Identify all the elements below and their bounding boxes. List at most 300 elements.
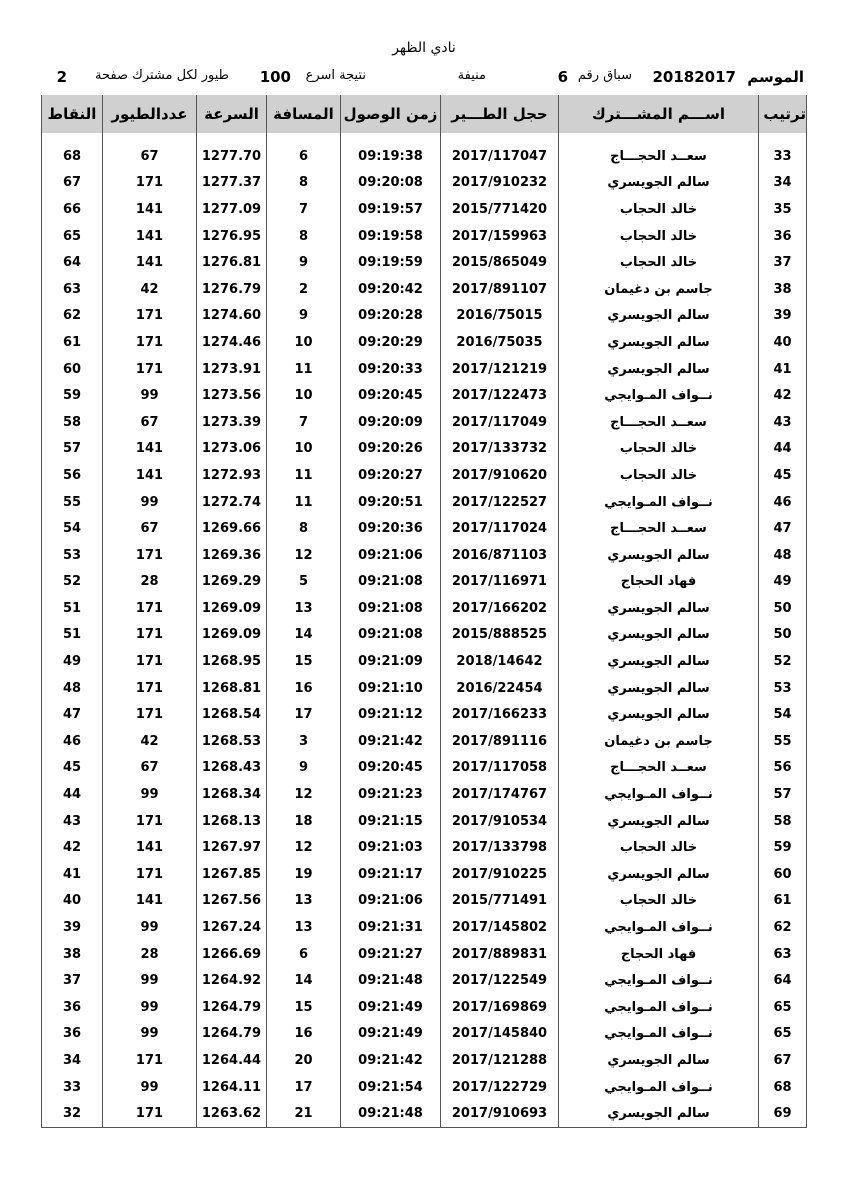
table-row [42,648,807,675]
cell-distance: 11 [267,489,341,516]
cell-distance: 8 [267,223,341,250]
cell-ring-number: 2017/117047 [441,143,559,170]
season-value: 20182017 [652,68,736,86]
table-row [42,861,807,888]
page-number: 2 [56,68,67,86]
cell-participant-name: سالم الجويسري [559,303,759,330]
cell-participant-name: سالم الجويسري [559,1100,759,1127]
cell-arrival-time: 09:20:45 [341,755,441,782]
cell-ring-number: 2017/121219 [441,356,559,383]
cell-points: 39 [42,914,103,941]
cell-participant-name: جاسم بن دغيمان [559,276,759,303]
cell-points: 37 [42,967,103,994]
cell-points: 58 [42,409,103,436]
table-row [42,170,807,197]
cell-ring-number: 2017/889831 [441,941,559,968]
cell-participant-name: نــواف المـوايجي [559,994,759,1021]
table-row [42,1100,807,1127]
cell-points: 46 [42,728,103,755]
table-row [42,143,807,170]
cell-rank: 36 [759,223,807,250]
cell-points: 52 [42,569,103,596]
col-header-arrival: زمن الوصول [341,95,441,133]
cell-rank: 37 [759,249,807,276]
cell-rank: 35 [759,196,807,223]
cell-arrival-time: 09:21:54 [341,1074,441,1101]
cell-participant-name: فهاد الحجاج [559,941,759,968]
cell-arrival-time: 09:21:48 [341,967,441,994]
cell-points: 63 [42,276,103,303]
cell-points: 36 [42,1021,103,1048]
cell-speed: 1264.79 [197,994,267,1021]
cell-rank: 65 [759,994,807,1021]
table-row [42,276,807,303]
cell-points: 65 [42,223,103,250]
cell-points: 51 [42,622,103,649]
cell-ring-number: 2017/117058 [441,755,559,782]
cell-rank: 60 [759,861,807,888]
cell-participant-name: نــواف المـوايجي [559,1021,759,1048]
cell-arrival-time: 09:20:08 [341,170,441,197]
cell-ring-number: 2015/771491 [441,888,559,915]
cell-arrival-time: 09:21:17 [341,861,441,888]
cell-ring-number: 2017/166202 [441,595,559,622]
col-header-speed: السرعة [197,95,267,133]
cell-distance: 8 [267,170,341,197]
cell-arrival-time: 09:21:09 [341,648,441,675]
cell-distance: 3 [267,728,341,755]
cell-speed: 1276.81 [197,249,267,276]
cell-arrival-time: 09:19:58 [341,223,441,250]
cell-rank: 55 [759,728,807,755]
cell-participant-name: نــواف المـوايجي [559,781,759,808]
cell-birds-count: 99 [103,914,197,941]
table-row [42,409,807,436]
cell-speed: 1272.93 [197,462,267,489]
col-header-rank: ترتيب [759,95,807,133]
cell-points: 40 [42,888,103,915]
cell-speed: 1277.70 [197,143,267,170]
cell-participant-name: سالم الجويسري [559,808,759,835]
cell-birds-count: 99 [103,382,197,409]
cell-birds-count: 141 [103,223,197,250]
cell-birds-count: 28 [103,941,197,968]
table-row [42,515,807,542]
cell-arrival-time: 09:21:27 [341,941,441,968]
cell-rank: 38 [759,276,807,303]
cell-ring-number: 2017/910534 [441,808,559,835]
cell-points: 68 [42,143,103,170]
cell-participant-name: نــواف المـوايجي [559,1074,759,1101]
cell-distance: 15 [267,648,341,675]
cell-points: 49 [42,648,103,675]
cell-speed: 1269.66 [197,515,267,542]
cell-speed: 1264.11 [197,1074,267,1101]
cell-rank: 50 [759,622,807,649]
cell-ring-number: 2016/75035 [441,329,559,356]
cell-speed: 1274.46 [197,329,267,356]
cell-rank: 67 [759,1047,807,1074]
cell-points: 67 [42,170,103,197]
table-row [42,329,807,356]
cell-ring-number: 2015/771420 [441,196,559,223]
result-label: نتيجة اسرع [305,68,366,83]
cell-speed: 1264.92 [197,967,267,994]
cell-rank: 49 [759,569,807,596]
cell-participant-name: نــواف المـوايجي [559,914,759,941]
cell-participant-name: سعــد الحجـــاج [559,409,759,436]
cell-participant-name: سالم الجويسري [559,861,759,888]
table-row [42,701,807,728]
cell-ring-number: 2017/117049 [441,409,559,436]
cell-ring-number: 2017/133732 [441,436,559,463]
cell-speed: 1266.69 [197,941,267,968]
cell-participant-name: سالم الجويسري [559,622,759,649]
cell-birds-count: 141 [103,436,197,463]
table-row [42,382,807,409]
cell-arrival-time: 09:19:57 [341,196,441,223]
cell-participant-name: فهاد الحجاج [559,569,759,596]
cell-birds-count: 171 [103,303,197,330]
cell-rank: 59 [759,834,807,861]
cell-arrival-time: 09:21:48 [341,1100,441,1127]
cell-points: 62 [42,303,103,330]
results-table [41,95,807,1128]
cell-speed: 1268.34 [197,781,267,808]
cell-arrival-time: 09:21:03 [341,834,441,861]
cell-ring-number: 2017/121288 [441,1047,559,1074]
cell-ring-number: 2017/910693 [441,1100,559,1127]
cell-speed: 1269.09 [197,622,267,649]
table-row [42,436,807,463]
cell-distance: 16 [267,1021,341,1048]
cell-ring-number: 2017/122729 [441,1074,559,1101]
table-row [42,622,807,649]
table-row [42,994,807,1021]
cell-arrival-time: 09:21:42 [341,728,441,755]
cell-rank: 68 [759,1074,807,1101]
cell-participant-name: نــواف المـوايجي [559,967,759,994]
table-row [42,967,807,994]
cell-ring-number: 2017/145840 [441,1021,559,1048]
cell-points: 36 [42,994,103,1021]
cell-ring-number: 2017/169869 [441,994,559,1021]
table-row [42,356,807,383]
cell-participant-name: سالم الجويسري [559,356,759,383]
cell-birds-count: 141 [103,834,197,861]
cell-participant-name: سعــد الحجـــاج [559,515,759,542]
cell-participant-name: خالد الحجاب [559,888,759,915]
cell-distance: 10 [267,329,341,356]
cell-ring-number: 2017/145802 [441,914,559,941]
cell-distance: 14 [267,967,341,994]
cell-participant-name: نــواف المـوايجي [559,382,759,409]
table-row [42,489,807,516]
cell-rank: 57 [759,781,807,808]
table-row [42,303,807,330]
cell-rank: 58 [759,808,807,835]
cell-arrival-time: 09:19:59 [341,249,441,276]
cell-points: 32 [42,1100,103,1127]
cell-birds-count: 99 [103,781,197,808]
cell-speed: 1276.79 [197,276,267,303]
cell-distance: 8 [267,515,341,542]
cell-participant-name: سالم الجويسري [559,329,759,356]
cell-distance: 20 [267,1047,341,1074]
cell-birds-count: 171 [103,1100,197,1127]
cell-ring-number: 2017/122527 [441,489,559,516]
cell-ring-number: 2016/75015 [441,303,559,330]
cell-distance: 10 [267,382,341,409]
cell-distance: 5 [267,569,341,596]
page-title: نادي الظهر [392,40,456,56]
cell-birds-count: 42 [103,728,197,755]
cell-speed: 1269.09 [197,595,267,622]
cell-points: 53 [42,542,103,569]
cell-distance: 16 [267,675,341,702]
table-row [42,249,807,276]
cell-points: 34 [42,1047,103,1074]
cell-birds-count: 171 [103,356,197,383]
cell-speed: 1273.06 [197,436,267,463]
cell-distance: 13 [267,595,341,622]
cell-distance: 14 [267,622,341,649]
cell-rank: 47 [759,515,807,542]
table-header-row [42,95,807,133]
cell-distance: 17 [267,701,341,728]
cell-points: 64 [42,249,103,276]
cell-participant-name: سالم الجويسري [559,1047,759,1074]
cell-ring-number: 2017/122473 [441,382,559,409]
cell-speed: 1268.95 [197,648,267,675]
cell-points: 41 [42,861,103,888]
cell-speed: 1264.79 [197,1021,267,1048]
table-row [42,808,807,835]
cell-ring-number: 2017/891107 [441,276,559,303]
birds-per-participant-label: طيور لكل مشترك صفحة [95,68,229,83]
cell-birds-count: 171 [103,808,197,835]
cell-rank: 42 [759,382,807,409]
cell-distance: 13 [267,914,341,941]
result-value: 100 [259,68,291,86]
cell-speed: 1277.09 [197,196,267,223]
cell-distance: 21 [267,1100,341,1127]
cell-points: 45 [42,755,103,782]
cell-points: 54 [42,515,103,542]
cell-participant-name: خالد الحجاب [559,223,759,250]
cell-arrival-time: 09:20:29 [341,329,441,356]
table-row [42,462,807,489]
cell-distance: 19 [267,861,341,888]
cell-distance: 6 [267,941,341,968]
cell-arrival-time: 09:21:10 [341,675,441,702]
cell-ring-number: 2015/865049 [441,249,559,276]
cell-distance: 7 [267,409,341,436]
cell-distance: 12 [267,834,341,861]
cell-participant-name: سالم الجويسري [559,595,759,622]
cell-participant-name: سالم الجويسري [559,648,759,675]
cell-birds-count: 171 [103,329,197,356]
cell-birds-count: 171 [103,861,197,888]
cell-speed: 1272.74 [197,489,267,516]
cell-arrival-time: 09:20:26 [341,436,441,463]
cell-rank: 62 [759,914,807,941]
cell-points: 60 [42,356,103,383]
cell-rank: 63 [759,941,807,968]
cell-ring-number: 2017/910620 [441,462,559,489]
cell-birds-count: 99 [103,489,197,516]
cell-distance: 9 [267,303,341,330]
cell-birds-count: 42 [103,276,197,303]
cell-rank: 44 [759,436,807,463]
cell-speed: 1268.54 [197,701,267,728]
cell-points: 33 [42,1074,103,1101]
cell-birds-count: 67 [103,143,197,170]
cell-birds-count: 67 [103,515,197,542]
cell-rank: 54 [759,701,807,728]
cell-birds-count: 28 [103,569,197,596]
cell-ring-number: 2017/117024 [441,515,559,542]
cell-birds-count: 171 [103,648,197,675]
cell-birds-count: 171 [103,595,197,622]
table-row [42,223,807,250]
cell-arrival-time: 09:20:27 [341,462,441,489]
cell-arrival-time: 09:20:33 [341,356,441,383]
cell-arrival-time: 09:21:15 [341,808,441,835]
cell-arrival-time: 09:21:08 [341,569,441,596]
cell-arrival-time: 09:19:38 [341,143,441,170]
cell-arrival-time: 09:21:08 [341,622,441,649]
cell-ring-number: 2017/891116 [441,728,559,755]
cell-speed: 1274.60 [197,303,267,330]
cell-speed: 1277.37 [197,170,267,197]
cell-participant-name: سالم الجويسري [559,675,759,702]
cell-speed: 1267.56 [197,888,267,915]
cell-participant-name: سعــد الحجـــاج [559,755,759,782]
cell-arrival-time: 09:21:49 [341,994,441,1021]
cell-arrival-time: 09:20:42 [341,276,441,303]
table-row [42,834,807,861]
table-row [42,728,807,755]
cell-points: 42 [42,834,103,861]
cell-participant-name: نــواف المـوايجي [559,489,759,516]
cell-ring-number: 2016/871103 [441,542,559,569]
table-row [42,1047,807,1074]
cell-birds-count: 141 [103,888,197,915]
cell-points: 47 [42,701,103,728]
cell-distance: 11 [267,462,341,489]
cell-points: 66 [42,196,103,223]
cell-birds-count: 171 [103,675,197,702]
cell-ring-number: 2017/116971 [441,569,559,596]
cell-distance: 12 [267,781,341,808]
cell-points: 51 [42,595,103,622]
cell-ring-number: 2017/159963 [441,223,559,250]
cell-ring-number: 2017/122549 [441,967,559,994]
cell-ring-number: 2017/910232 [441,170,559,197]
cell-participant-name: خالد الحجاب [559,196,759,223]
cell-participant-name: جاسم بن دغيمان [559,728,759,755]
results-body [42,133,807,1127]
cell-rank: 45 [759,462,807,489]
cell-birds-count: 141 [103,196,197,223]
cell-rank: 41 [759,356,807,383]
cell-participant-name: خالد الحجاب [559,436,759,463]
cell-distance: 11 [267,356,341,383]
cell-arrival-time: 09:21:06 [341,542,441,569]
cell-distance: 9 [267,755,341,782]
cell-speed: 1268.43 [197,755,267,782]
cell-points: 57 [42,436,103,463]
cell-ring-number: 2017/166233 [441,701,559,728]
cell-arrival-time: 09:20:51 [341,489,441,516]
cell-distance: 15 [267,994,341,1021]
cell-points: 38 [42,941,103,968]
cell-rank: 53 [759,675,807,702]
table-row [42,755,807,782]
cell-participant-name: سعــد الحجـــاج [559,143,759,170]
cell-participant-name: خالد الحجاب [559,834,759,861]
col-header-participant: اســـم المشـــترك [559,95,759,133]
cell-speed: 1267.24 [197,914,267,941]
cell-birds-count: 171 [103,1047,197,1074]
cell-birds-count: 99 [103,1074,197,1101]
cell-birds-count: 67 [103,409,197,436]
cell-arrival-time: 09:21:12 [341,701,441,728]
cell-birds-count: 99 [103,994,197,1021]
cell-ring-number: 2015/888525 [441,622,559,649]
cell-participant-name: سالم الجويسري [559,701,759,728]
cell-arrival-time: 09:20:28 [341,303,441,330]
cell-birds-count: 99 [103,967,197,994]
race-info-line [52,68,804,90]
cell-participant-name: خالد الحجاب [559,249,759,276]
table-row [42,1074,807,1101]
table-row [42,196,807,223]
col-header-ring: حجل الطـــير [441,95,559,133]
cell-arrival-time: 09:21:31 [341,914,441,941]
table-row [42,595,807,622]
cell-arrival-time: 09:20:09 [341,409,441,436]
cell-rank: 56 [759,755,807,782]
cell-rank: 48 [759,542,807,569]
cell-rank: 39 [759,303,807,330]
cell-points: 48 [42,675,103,702]
cell-arrival-time: 09:21:42 [341,1047,441,1074]
cell-arrival-time: 09:21:08 [341,595,441,622]
cell-rank: 61 [759,888,807,915]
cell-rank: 46 [759,489,807,516]
table-row [42,781,807,808]
race-number: 6 [557,68,568,86]
cell-points: 56 [42,462,103,489]
cell-rank: 43 [759,409,807,436]
cell-distance: 17 [267,1074,341,1101]
table-row [42,675,807,702]
cell-speed: 1267.97 [197,834,267,861]
table-row [42,542,807,569]
season-label: الموسم [747,68,804,86]
col-header-points: النقاط [42,95,103,133]
race-label: سباق رقم [577,68,632,83]
table-row [42,569,807,596]
cell-speed: 1273.56 [197,382,267,409]
cell-participant-name: سالم الجويسري [559,542,759,569]
table-row [42,888,807,915]
cell-speed: 1276.95 [197,223,267,250]
cell-speed: 1269.36 [197,542,267,569]
cell-birds-count: 171 [103,170,197,197]
